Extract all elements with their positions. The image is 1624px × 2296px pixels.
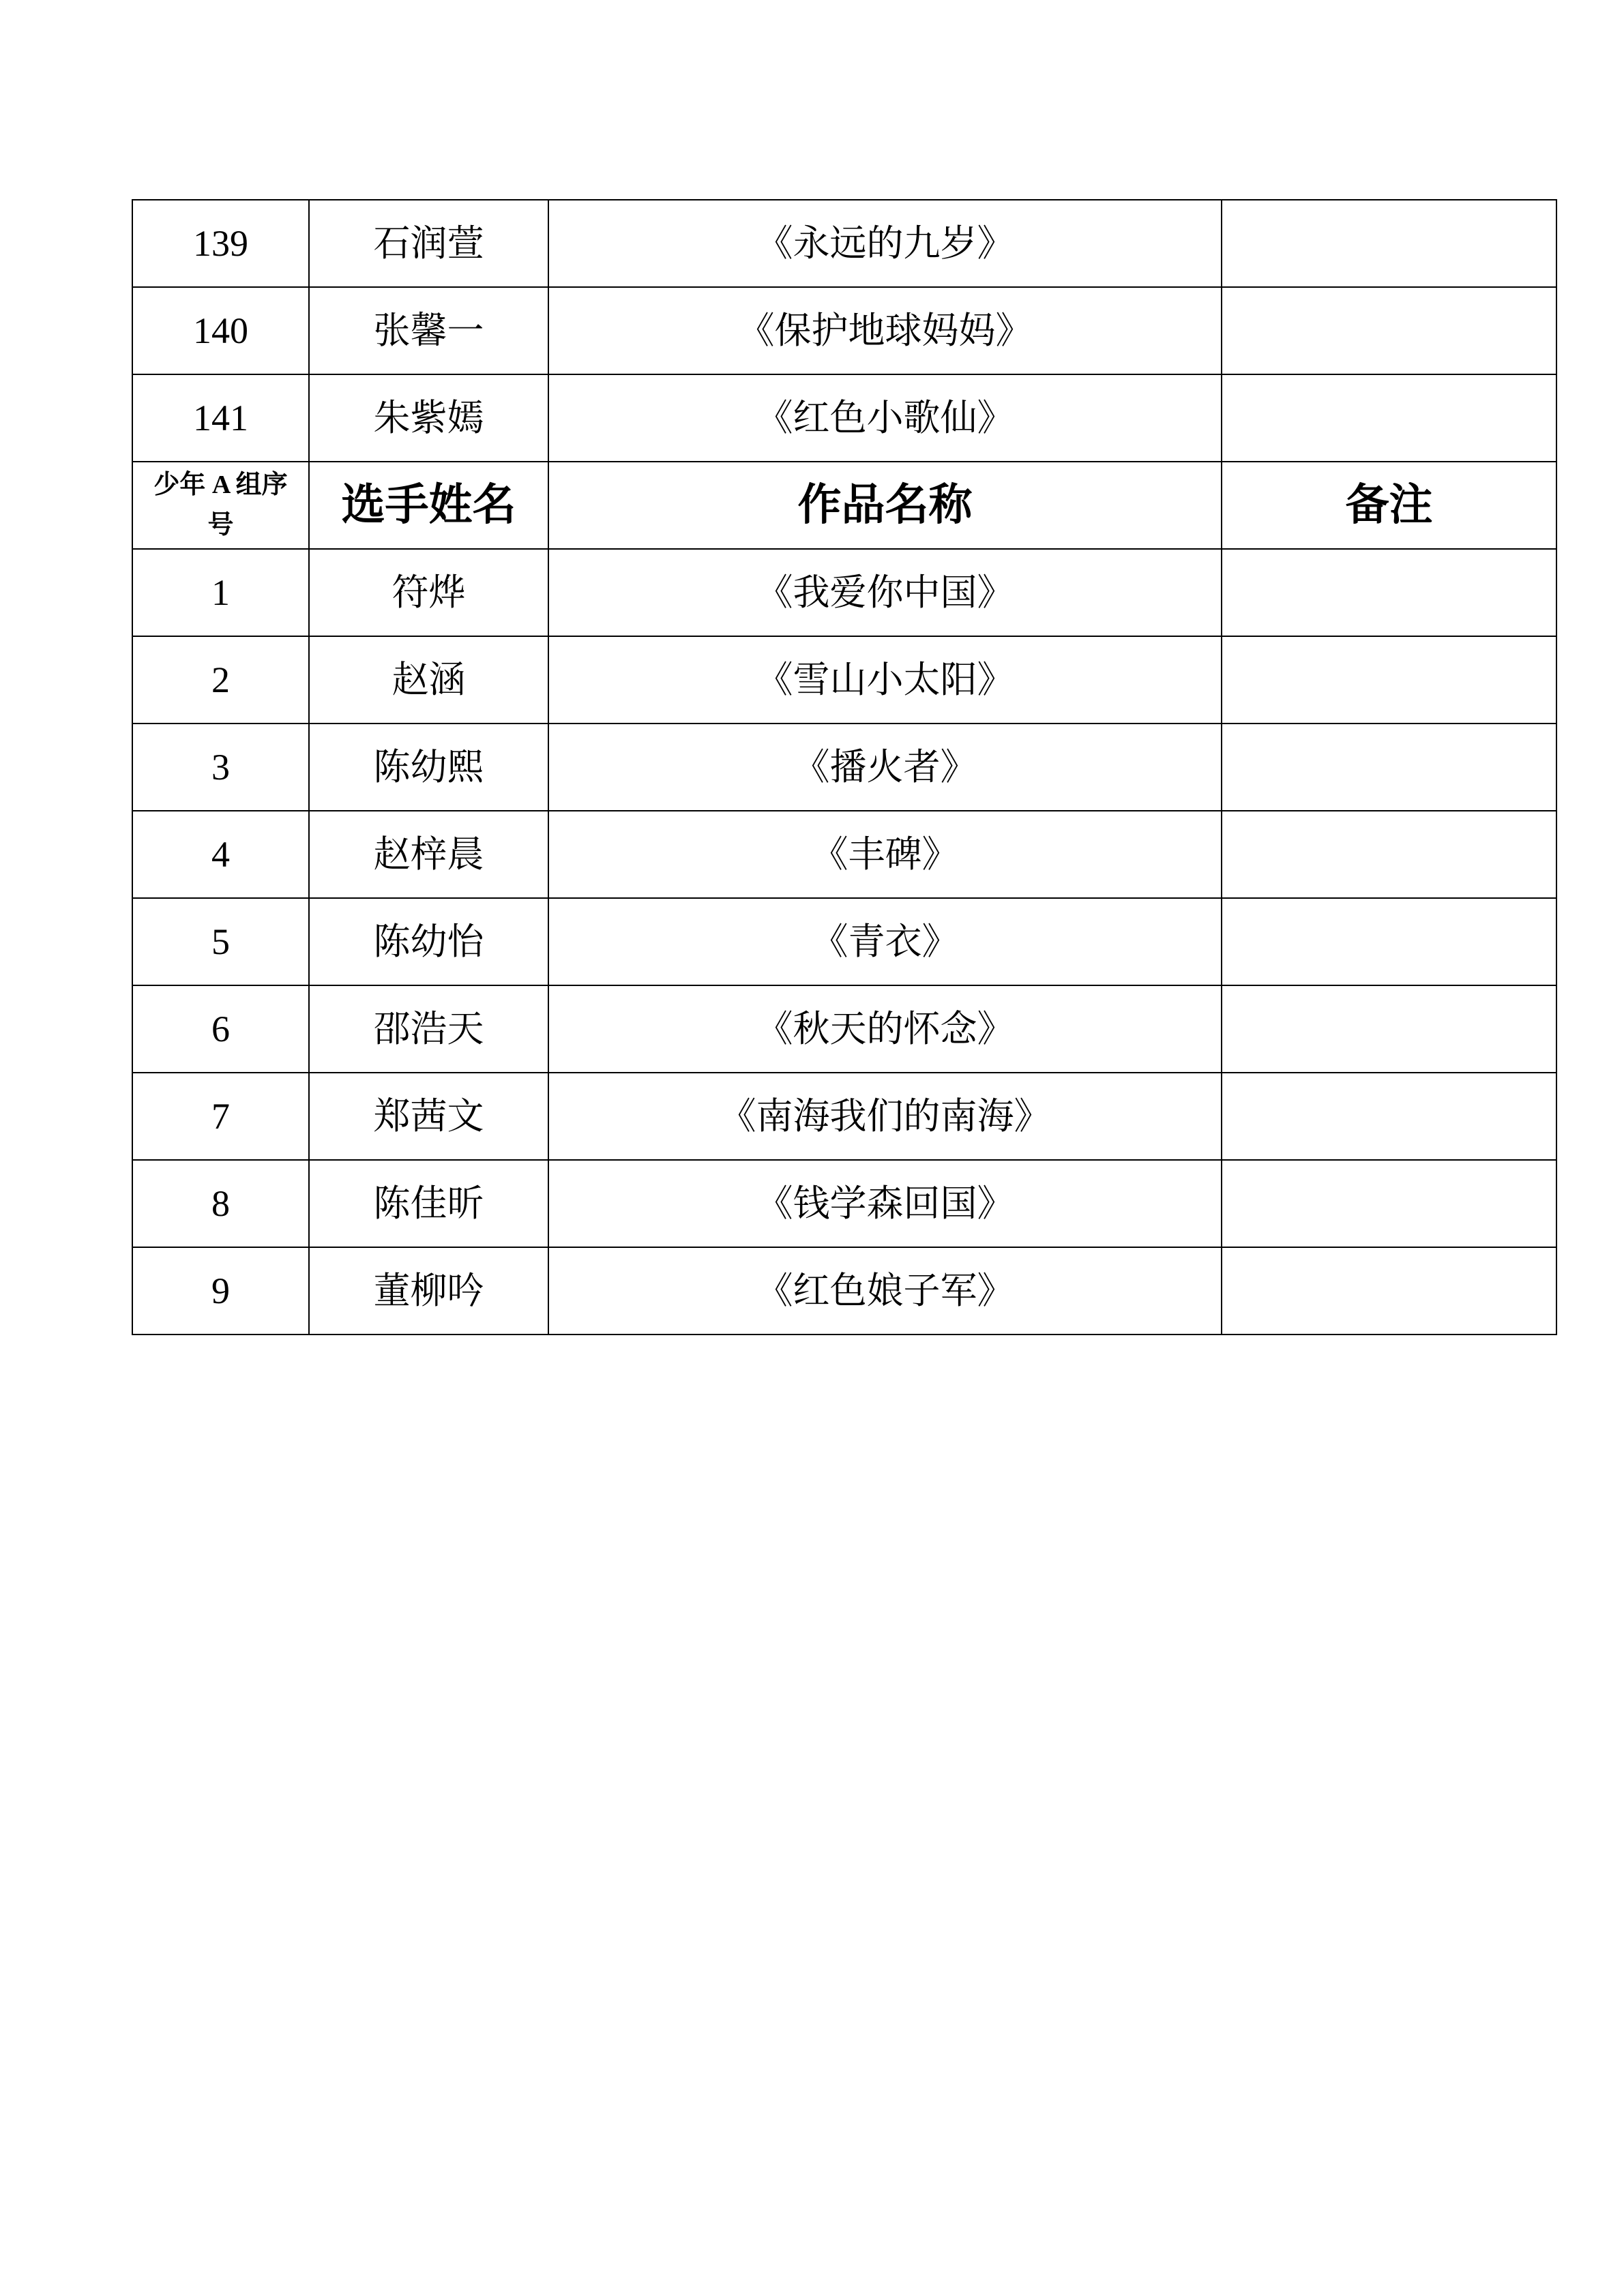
row-number-cell: 141	[132, 374, 309, 462]
remarks-cell	[1222, 636, 1556, 724]
contestant-name-cell: 赵涵	[309, 636, 548, 724]
contestant-name-cell: 朱紫嫣	[309, 374, 548, 462]
work-title-cell: 《红色小歌仙》	[548, 374, 1222, 462]
remarks-cell	[1222, 985, 1556, 1073]
contestant-name-cell: 陈幼熙	[309, 724, 548, 811]
work-title-cell: 《红色娘子军》	[548, 1247, 1222, 1335]
row-number-cell: 4	[132, 811, 309, 898]
row-number-cell: 139	[132, 200, 309, 287]
work-title-cell: 《钱学森回国》	[548, 1160, 1222, 1247]
contestant-name-cell: 石润萱	[309, 200, 548, 287]
contestant-table	[132, 199, 1557, 1335]
header-number-cell	[132, 462, 309, 549]
remarks-cell	[1222, 200, 1556, 287]
table-row	[132, 985, 1556, 1073]
table-row	[132, 549, 1556, 636]
row-number-cell: 6	[132, 985, 309, 1073]
table-row	[132, 1160, 1556, 1247]
table-header-row	[132, 462, 1556, 549]
table-row	[132, 636, 1556, 724]
table-row	[132, 200, 1556, 287]
remarks-cell	[1222, 549, 1556, 636]
remarks-cell	[1222, 898, 1556, 985]
contestant-name-cell: 赵梓晨	[309, 811, 548, 898]
work-title-cell: 《保护地球妈妈》	[548, 287, 1222, 374]
row-number-cell: 8	[132, 1160, 309, 1247]
remarks-cell	[1222, 1160, 1556, 1247]
remarks-cell	[1222, 374, 1556, 462]
contestant-name-cell: 陈幼怡	[309, 898, 548, 985]
table-row	[132, 724, 1556, 811]
table-row	[132, 287, 1556, 374]
remarks-cell	[1222, 1073, 1556, 1160]
table-row	[132, 374, 1556, 462]
remarks-cell	[1222, 1247, 1556, 1335]
header-name-cell: 选手姓名	[309, 462, 548, 549]
contestant-name-cell: 董柳吟	[309, 1247, 548, 1335]
row-number-cell: 1	[132, 549, 309, 636]
contestant-name-cell: 张馨一	[309, 287, 548, 374]
row-number-cell: 9	[132, 1247, 309, 1335]
remarks-cell	[1222, 724, 1556, 811]
table-row	[132, 1073, 1556, 1160]
row-number-cell: 140	[132, 287, 309, 374]
work-title-cell: 《青衣》	[548, 898, 1222, 985]
work-title-cell: 《雪山小太阳》	[548, 636, 1222, 724]
work-title-cell: 《我爱你中国》	[548, 549, 1222, 636]
remarks-cell	[1222, 811, 1556, 898]
work-title-cell: 《南海我们的南海》	[548, 1073, 1222, 1160]
row-number-cell: 7	[132, 1073, 309, 1160]
remarks-cell	[1222, 287, 1556, 374]
header-number-label: 少年 A 组序号	[153, 471, 288, 539]
work-title-cell: 《永远的九岁》	[548, 200, 1222, 287]
work-title-cell: 《播火者》	[548, 724, 1222, 811]
contestant-name-cell: 郑茜文	[309, 1073, 548, 1160]
contestant-name-cell: 邵浩天	[309, 985, 548, 1073]
work-title-cell: 《丰碑》	[548, 811, 1222, 898]
contestant-name-cell: 符烨	[309, 549, 548, 636]
header-work-cell: 作品名称	[548, 462, 1222, 549]
table-row	[132, 1247, 1556, 1335]
table-row	[132, 811, 1556, 898]
row-number-cell: 2	[132, 636, 309, 724]
contestant-name-cell: 陈佳昕	[309, 1160, 548, 1247]
table-row	[132, 898, 1556, 985]
row-number-cell: 3	[132, 724, 309, 811]
header-remarks-cell: 备注	[1222, 462, 1556, 549]
row-number-cell: 5	[132, 898, 309, 985]
work-title-cell: 《秋天的怀念》	[548, 985, 1222, 1073]
